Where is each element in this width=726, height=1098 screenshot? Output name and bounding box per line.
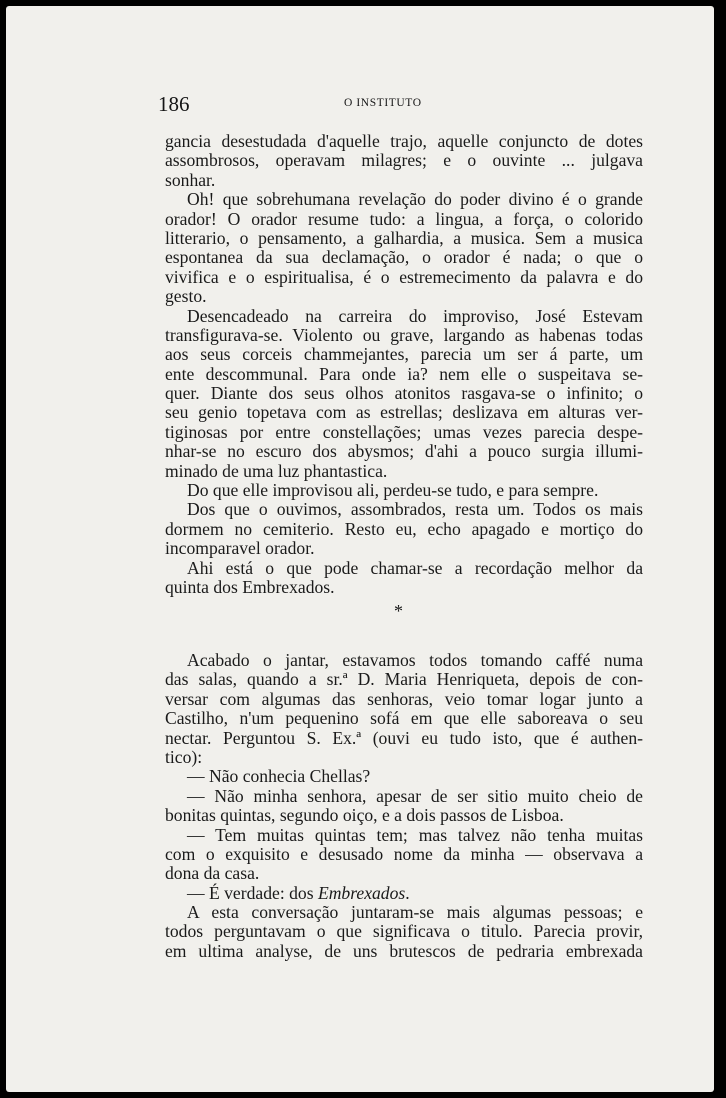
text-line: espontanea da sua declamação, o orador é nada; o que o: [165, 247, 643, 268]
text-line: orador! O orador resume tudo: a lingua, a força, o colorido: [165, 208, 643, 229]
text-line: tico):: [165, 746, 203, 767]
text-line: A esta conversação juntaram-se mais algumas pessoas; e: [187, 902, 643, 923]
text-line: Dos que o ouvimos, assombrados, resta um. Todos os mais: [187, 499, 643, 520]
dialogue-verdade-end: .: [405, 882, 410, 903]
text-line: transfigurava-se. Violento ou grave, largando as habenas todas: [165, 324, 643, 345]
closing-lines: [165, 903, 643, 961]
text-line: — Não minha senhora, apesar de ser sitio muito cheio de: [187, 785, 643, 806]
running-title: O INSTITUTO: [344, 97, 422, 109]
text-line: aos seus corceis chammejantes, parecia um ser á parte, um: [165, 344, 643, 365]
text-line-dialogue-embrexados: [165, 884, 643, 903]
text-line: Acabado o jantar, estavamos todos tomando caffé numa: [187, 650, 643, 670]
text-line: tiginosas por entre constellações; umas vezes parecia despe-: [165, 421, 643, 442]
section-separator-asterisk: *: [394, 601, 403, 621]
text-line: nhar-se no escuro dos abysmos; d'ahi a pouco surgia illumi-: [165, 441, 643, 462]
text-line: dormem no cemiterio. Resto eu, echo apagado e mortiço do: [165, 518, 643, 539]
text-line: gancia desestudada d'aquelle trajo, aquelle conjuncto de dotes: [165, 131, 643, 151]
page-header: [6, 90, 714, 114]
text-line: nectar. Perguntou S. Ex.ª (ouvi eu tudo isto, que é authen-: [165, 727, 643, 748]
text-line: com o exquisito e desusado nome da minha — observava a: [165, 843, 643, 864]
text-line: quer. Diante dos seus olhos atonitos rasgava-se o infinito; o: [165, 383, 643, 404]
text-line: dona da casa.: [165, 863, 260, 884]
text-line: litterario, o pensamento, a galhardia, a musica. Sem a musica: [165, 227, 643, 248]
text-line: assombrosos, operavam milagres; e o ouvinte ... julgava: [165, 150, 643, 171]
page-number: 186: [158, 92, 190, 116]
text-line: ente descommunal. Para onde ia? nem elle o suspeitava se-: [165, 363, 643, 384]
body-text-section-2: [165, 651, 643, 961]
text-line: seu genio topetava com as estrellas; deslizava em alturas ver-: [165, 402, 643, 423]
text-line: em ultima analyse, de uns brutescos de pedraria embrexada: [165, 940, 643, 961]
text-line: bonitas quintas, segundo oiço, e a dois passos de Lisboa.: [165, 805, 564, 826]
text-line: — Não conhecia Chellas?: [187, 766, 371, 787]
dialogue-lines: [165, 651, 643, 884]
text-line: Castilho, n'um pequenino sofá em que elle saboreava o seu: [165, 708, 643, 729]
text-line: versar com algumas das senhoras, veio tomar logar junto a: [165, 688, 643, 709]
text-line: vivifica e o espiritualisa, é o estremecimento da palavra e do: [165, 266, 643, 287]
text-line: Do que elle improvisou ali, perdeu-se tudo, e para sempre.: [187, 480, 599, 501]
text-line: — Tem muitas quintas tem; mas talvez não tenha muitas: [187, 824, 643, 845]
text-line: Oh! que sobrehumana revelação do poder divino é o grande: [187, 189, 643, 210]
text-line: gesto.: [165, 286, 207, 307]
text-line: incomparavel orador.: [165, 538, 315, 559]
text-line: minado de uma luz phantastica.: [165, 460, 388, 481]
body-text-section-1: [165, 132, 643, 597]
text-line: das salas, quando a sr.ª D. Maria Henriqueta, depois de con-: [165, 669, 643, 690]
text-line: todos perguntavam o que significava o titulo. Parecia provir,: [165, 921, 643, 942]
text-line: Desencadeado na carreira do improviso, José Estevam: [187, 305, 643, 326]
italic-embrexados: Embrexados: [317, 882, 406, 903]
book-page: [6, 6, 714, 1092]
text-line: quinta dos Embrexados.: [165, 576, 335, 597]
dialogue-verdade-text: — É verdade: dos: [187, 882, 318, 903]
text-line: sonhar.: [165, 169, 216, 190]
text-line: Ahi está o que pode chamar-se a recordação melhor da: [187, 557, 643, 578]
